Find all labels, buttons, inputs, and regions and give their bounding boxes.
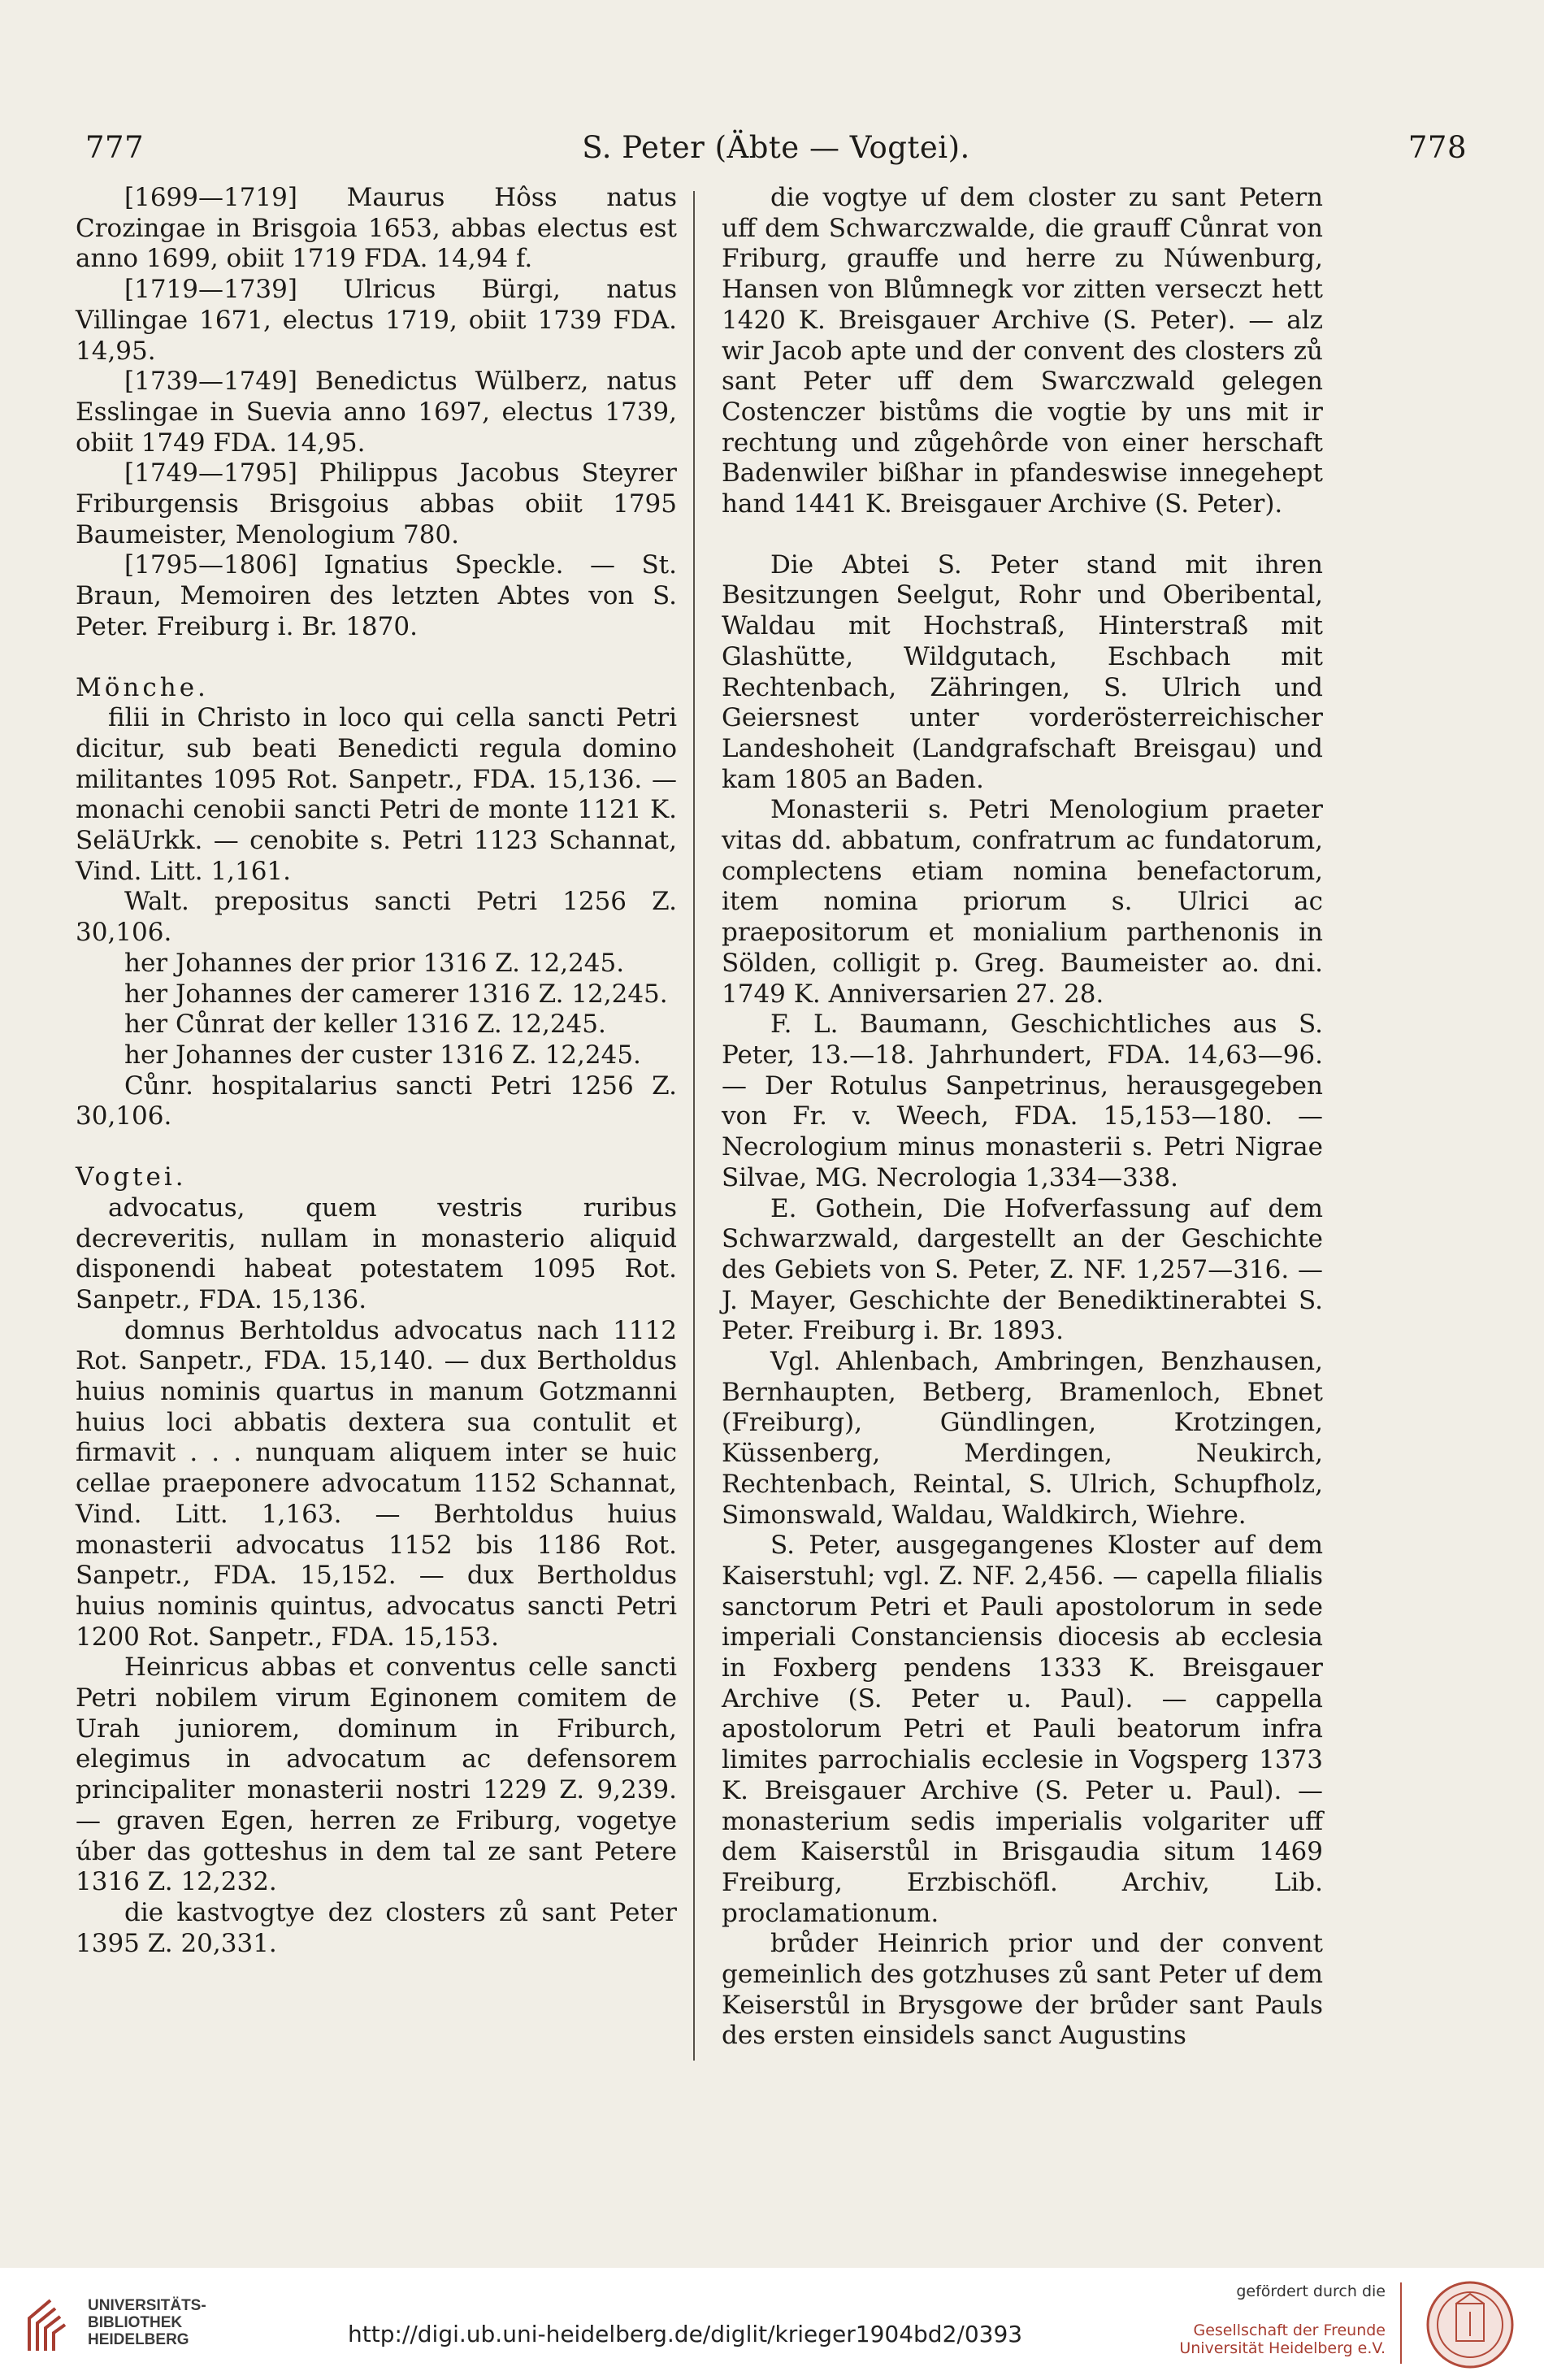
entry-paragraph: Heinricus abbas et conventus celle sancti Petri nobilem virum Eginonem comitem de Urah juniorem, dominum in Friburch, elegimus in advocatum ac defensorem principaliter monasterii nostri 1229 Z. 9,239. — graven Egen, herren ze Friburg, vogetye úber das gotteshus in dem tal ze sant Petere 1316 Z. 12,232. xyxy=(76,1653,677,1897)
running-header xyxy=(85,130,1467,179)
university-library-name xyxy=(88,2297,206,2348)
entry-paragraph: Vgl. Ahlenbach, Ambringen, Benzhausen, Bernhaupten, Betberg, Bramenloch, Ebnet (Freiburg), Gündlingen, Krotzingen, Küssenberg, Merdingen, Neukirch, Rechtenbach, Reintal, S. Ulrich, Schupfholz, Simonswald, Waldau, Waldkirch, Wiehre. xyxy=(722,1347,1323,1530)
entry-paragraph: her Johannes der custer 1316 Z. 12,245. xyxy=(124,1040,641,1070)
university-seal-icon xyxy=(1422,2279,1518,2370)
entry-paragraph: Vogtei. xyxy=(76,1162,187,1192)
entry-paragraph: domnus Berhtoldus advocatus nach 1112 Rot. Sanpetr., FDA. 15,140. — dux Bertholdus huius nominis quartus in manum Gotzmanni huius loci abbatis dextera sua contulit et firmavit . . . nunquam aliquem inter se huic cellae praeponere advocatum 1152 Schannat, Vind. Litt. 1,163. — Berhtoldus huius monasterii advocatus 1152 bis 1186 Rot. Sanpetr., FDA. 15,152. — dux Bertholdus huius nominis quintus, advocatus sancti Petri 1200 Rot. Sanpetr., FDA. 15,153. xyxy=(76,1315,677,1652)
left-column xyxy=(76,183,677,1959)
entry-paragraph: [1795—1806] Ignatius Speckle. — St. Braun, Memoiren des letzten Abtes von S. Peter. Freiburg i. Br. 1870. xyxy=(76,550,677,641)
entry-paragraph: her Cůnrat der keller 1316 Z. 12,245. xyxy=(124,1010,606,1040)
footer-bar xyxy=(0,2268,1544,2380)
library-name-line: BIBLIOTHEK xyxy=(88,2314,183,2331)
library-name-line: UNIVERSITÄTS- xyxy=(88,2297,206,2314)
entry-paragraph: her Johannes der camerer 1316 Z. 12,245. xyxy=(124,979,668,1009)
entry-paragraph: Cůnr. hospitalarius sancti Petri 1256 Z. 30,106. xyxy=(76,1071,677,1131)
entry-paragraph: Mönche. xyxy=(76,672,209,702)
entry-paragraph: E. Gothein, Die Hofverfassung auf dem Schwarzwald, dargestellt an der Geschichte des Gebiets von S. Peter, Z. NF. 1,257—316. — J. Mayer, Geschichte der Benediktinerabtei S. Peter. Freiburg i. Br. 1893. xyxy=(722,1193,1323,1346)
entry-paragraph: her Johannes der prior 1316 Z. 12,245. xyxy=(124,948,625,978)
entry-paragraph: Die Abtei S. Peter stand mit ihren Besitzungen Seelgut, Rohr und Oberibental, Waldau mit Hochstraß, Hinterstraß mit Glashütte, Wildgutach, Eschbach mit Rechtenbach, Zähringen, S. Ulrich und Geiersnest unter vorderösterreichischer Landeshoheit (Landgrafschaft Breisgau) und kam 1805 an Baden. xyxy=(722,549,1323,794)
entry-paragraph: filii in Christo in loco qui cella sancti Petri dicitur, sub beati Benedicti regula domino militantes 1095 Rot. Sanpetr., FDA. 15,136. — monachi cenobii sancti Petri de monte 1121 K. SeläUrkk. — cenobite s. Petri 1123 Schannat, Vind. Litt. 1,161. xyxy=(76,703,677,886)
entry-paragraph: die kastvogtye dez closters zů sant Peter 1395 Z. 20,331. xyxy=(76,1897,677,1958)
entry-paragraph: brůder Heinrich prior und der convent gemeinlich des gotzhuses zů sant Peter uf dem Keiserstůl in Brysgowe der brůder sant Pauls des ersten einsidels sanct Augustins xyxy=(722,1929,1323,2051)
entry-paragraph: [1699—1719] Maurus Hôss natus Crozingae in Brisgoia 1653, abbas electus est anno 1699, obiit 1719 FDA. 14,94 f. xyxy=(76,183,677,274)
entry-paragraph: die vogtye uf dem closter zu sant Petern uff dem Schwarczwalde, die grauff Cůnrat von Friburg, grauffe und herre zu Núwenburg, Hansen von Blůmnegk vor zitten verseczt hett 1420 K. Breisgauer Archive (S. Peter). — alz wir Jacob apte und der convent des closters zů sant Peter uff dem Swarczwald gelegen Costenczer bistůms die vogtie by uns mit ir rechtung und zůgehôrde von einer herschaft Badenwiler bißhar in pfandeswise innegehept hand 1441 K. Breisgauer Archive (S. Peter). xyxy=(722,183,1323,519)
sponsor-divider xyxy=(1400,2282,1402,2364)
sponsor-label: gefördert durch die xyxy=(1236,2282,1386,2300)
library-name-line: HEIDELBERG xyxy=(88,2331,189,2348)
running-title: S. Peter (Äbte — Vogtei). xyxy=(582,130,970,165)
entry-paragraph: F. L. Baumann, Geschichtliches aus S. Peter, 13.—18. Jahrhundert, FDA. 14,63—96. — Der Rotulus Sanpetrinus, herausgegeben von Fr. v. Weech, FDA. 15,153—180. — Necrologium minus monasterii s. Petri Nigrae Silvae, MG. Necrologia 1,334—338. xyxy=(722,1010,1323,1192)
sponsor-name-line: Gesellschaft der Freunde xyxy=(1193,2321,1386,2339)
right-column xyxy=(722,183,1323,2052)
entry-paragraph: Walt. prepositus sancti Petri 1256 Z. 30,106. xyxy=(76,887,677,948)
sponsor-block xyxy=(1178,2282,1386,2357)
entry-paragraph: [1749—1795] Philippus Jacobus Steyrer Friburgensis Brisgoius abbas obiit 1795 Baumeister, Menologium 780. xyxy=(76,458,677,549)
permalink-url[interactable]: http://digi.ub.uni-heidelberg.de/diglit/krieger1904bd2/0393 xyxy=(348,2321,1023,2347)
column-divider xyxy=(693,191,695,2061)
entry-paragraph: [1719—1739] Ulricus Bürgi, natus Villingae 1671, electus 1719, obiit 1739 FDA. 14,95. xyxy=(76,275,677,366)
page-number-left: 777 xyxy=(85,130,145,165)
sponsor-name-line: Universität Heidelberg e.V. xyxy=(1179,2339,1386,2357)
entry-paragraph: Monasterii s. Petri Menologium praeter vitas dd. abbatum, confratrum ac fundatorum, complectens etiam nomina benefactorum, item nomina priorum s. Ulrici ac praepositorum et monialium parthenonis in Sölden, colligit p. Greg. Baumeister ao. dni. 1749 K. Anniversarien 27. 28. xyxy=(722,795,1323,1009)
entry-paragraph: advocatus, quem vestris ruribus decreveritis, nullam in monasterio aliquid disponendi habeat potestatem 1095 Rot. Sanpetr., FDA. 15,136. xyxy=(76,1192,677,1314)
university-library-logo-icon xyxy=(23,2294,80,2357)
page-number-right: 778 xyxy=(1407,130,1467,165)
entry-paragraph: [1739—1749] Benedictus Wülberz, natus Esslingae in Suevia anno 1697, electus 1739, obiit 1749 FDA. 14,95. xyxy=(76,367,677,458)
entry-paragraph: S. Peter, ausgegangenes Kloster auf dem Kaiserstuhl; vgl. Z. NF. 2,456. — capella filialis sanctorum Petri et Pauli apostolorum in sede imperiali Constanciensis diocesis ab ecclesia in Foxberg pendens 1333 K. Breisgauer Archive (S. Peter u. Paul). — cappella apostolorum Petri et Pauli beatorum infra limites parrochialis ecclesie in Vogsperg 1373 K. Breisgauer Archive (S. Peter u. Paul). — monasterium sedis imperialis volgariter uff dem Kaiserstůl in Brisgaudia situm 1469 Freiburg, Erzbischöfl. Archiv, Lib. proclamationum. xyxy=(722,1531,1323,1928)
